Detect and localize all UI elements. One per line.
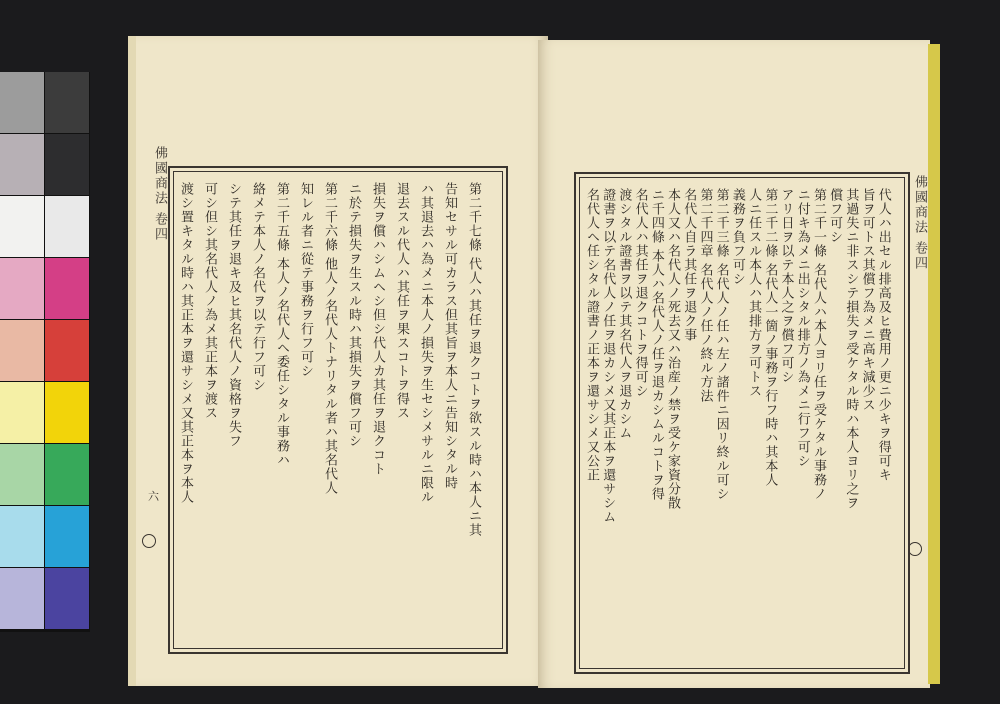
right-margin-title: 佛國商法 卷四 — [912, 175, 927, 272]
text-column: ニ千四條 本人ハ名代人ノ任ヲ退カシムルコトヲ得 — [648, 188, 664, 502]
text-column: 旨ヲ可トス其償フ為メニ高キ減少ス — [859, 188, 875, 412]
text-column: 渡シタル證書ヲ以テ其名代人ヲ退カシム — [616, 188, 632, 440]
text-column: 告知セサル可カラス但其旨ヲ本人ニ告知シタル時 — [442, 182, 457, 490]
text-column: 知レル者ニ從テ事務ヲ行フ可シ — [298, 182, 313, 378]
text-column: 代人ハ出セル排高及ヒ費用ノ更ニ少キヲ得可キ — [875, 188, 891, 482]
color-patch — [0, 320, 44, 381]
text-column: 人ニ任スル本人ハ其排方ヲ可トス — [746, 188, 762, 398]
color-patch — [0, 258, 44, 319]
color-patch — [45, 320, 89, 381]
color-patch — [0, 134, 44, 195]
book-edge — [928, 44, 940, 684]
fold-mark — [142, 534, 156, 548]
fold-mark — [908, 542, 922, 556]
text-column: 第二千七條 代人ハ其任ヲ退クコトヲ欲スル時ハ本人ニ其 — [466, 182, 481, 538]
color-calibration-chart — [0, 72, 90, 632]
left-margin-title: 佛國商法 卷四 — [152, 146, 167, 243]
text-column: 損失ヲ償ハシムヘシ但シ代人カ其任ヲ退クコト — [370, 182, 385, 476]
text-column: シテ其任ヲ退キ及ヒ其名代人ノ資格ヲ失フ — [226, 182, 241, 448]
text-column: 第二千四章 名代人ノ任ノ終ル方法 — [697, 188, 713, 404]
color-patch — [45, 568, 89, 629]
text-column: 本人又ハ名代人ノ死去又ハ治産ノ禁ヲ受ケ家資分散 — [665, 188, 681, 510]
text-column: 名代人自ラ其任ヲ退ク事 — [681, 188, 697, 342]
text-column: 渡シ置キタル時ハ其正本ヲ還サシメ又其正本ヲ本人 — [178, 182, 193, 504]
color-patch — [0, 196, 44, 257]
text-column: ニ於テ損失ヲ生スル時ハ其損失ヲ償フ可シ — [346, 182, 361, 448]
color-patch — [45, 72, 89, 133]
text-column: 第二千六條 他人ノ名代人トナリタル者ハ其名代人 — [322, 182, 337, 496]
text-column: ハ其退去ハ為メニ本人ノ損失ヲ生セシメサルニ限ル — [418, 182, 433, 504]
open-book — [128, 30, 946, 690]
text-column: 義務ヲ負フ可シ — [729, 188, 745, 286]
text-column: 可シ但シ其名代人ノ為メ其正本ヲ渡ス — [202, 182, 217, 420]
text-column: 其過失ニ非スシテ損失ヲ受ケタル時ハ本人ヨリ之ヲ — [843, 188, 859, 510]
right-text-frame — [574, 172, 910, 674]
color-patch — [45, 506, 89, 567]
right-page — [538, 40, 930, 688]
text-column: 絡メテ本人ノ名代ヲ以テ行フ可シ — [250, 182, 265, 392]
color-patch — [0, 444, 44, 505]
text-column: 第二千五條 本人ノ名代人ヘ委任シタル事務ハ — [274, 182, 289, 468]
left-page-number: 六 — [148, 490, 159, 503]
text-column: 名代人ヘ任シタル證書ノ正本ヲ還サシメ又公正 — [584, 188, 599, 482]
color-patch — [45, 444, 89, 505]
text-column: ニ付キ為メニ出シタル排方ノ為メニ行フ可シ — [794, 188, 810, 468]
text-column: 第二千三條 名代人ノ任ハ左ノ諸件ニ因リ終ル可シ — [713, 188, 729, 502]
color-patch — [45, 382, 89, 443]
text-column: アリ日ヲ以テ本人之ヲ償フ可シ — [778, 188, 794, 384]
color-patch — [0, 382, 44, 443]
color-patch — [45, 258, 89, 319]
text-column: 第二千一條 名代人ハ本人ヨリ任ヲ受ケタル事務ノ — [810, 188, 826, 502]
color-patch — [0, 568, 44, 629]
text-column: 退去スル代人ハ其任ヲ果スコトヲ得ス — [394, 182, 409, 420]
text-column: 證書ヲ以テ名代人ノ任ヲ退カシメ又其正本ヲ還サシム — [600, 188, 616, 524]
color-patch — [0, 72, 44, 133]
color-patch — [45, 134, 89, 195]
text-column: 第二千二條 名代人一箇ノ事務ヲ行フ時ハ其本人 — [762, 188, 778, 488]
left-page — [128, 36, 548, 686]
color-patch — [0, 506, 44, 567]
text-column: 名代人ハ其任ヲ退クコトヲ得可シ — [632, 188, 648, 398]
color-patch — [45, 196, 89, 257]
text-column: 償フ可シ — [827, 188, 843, 244]
